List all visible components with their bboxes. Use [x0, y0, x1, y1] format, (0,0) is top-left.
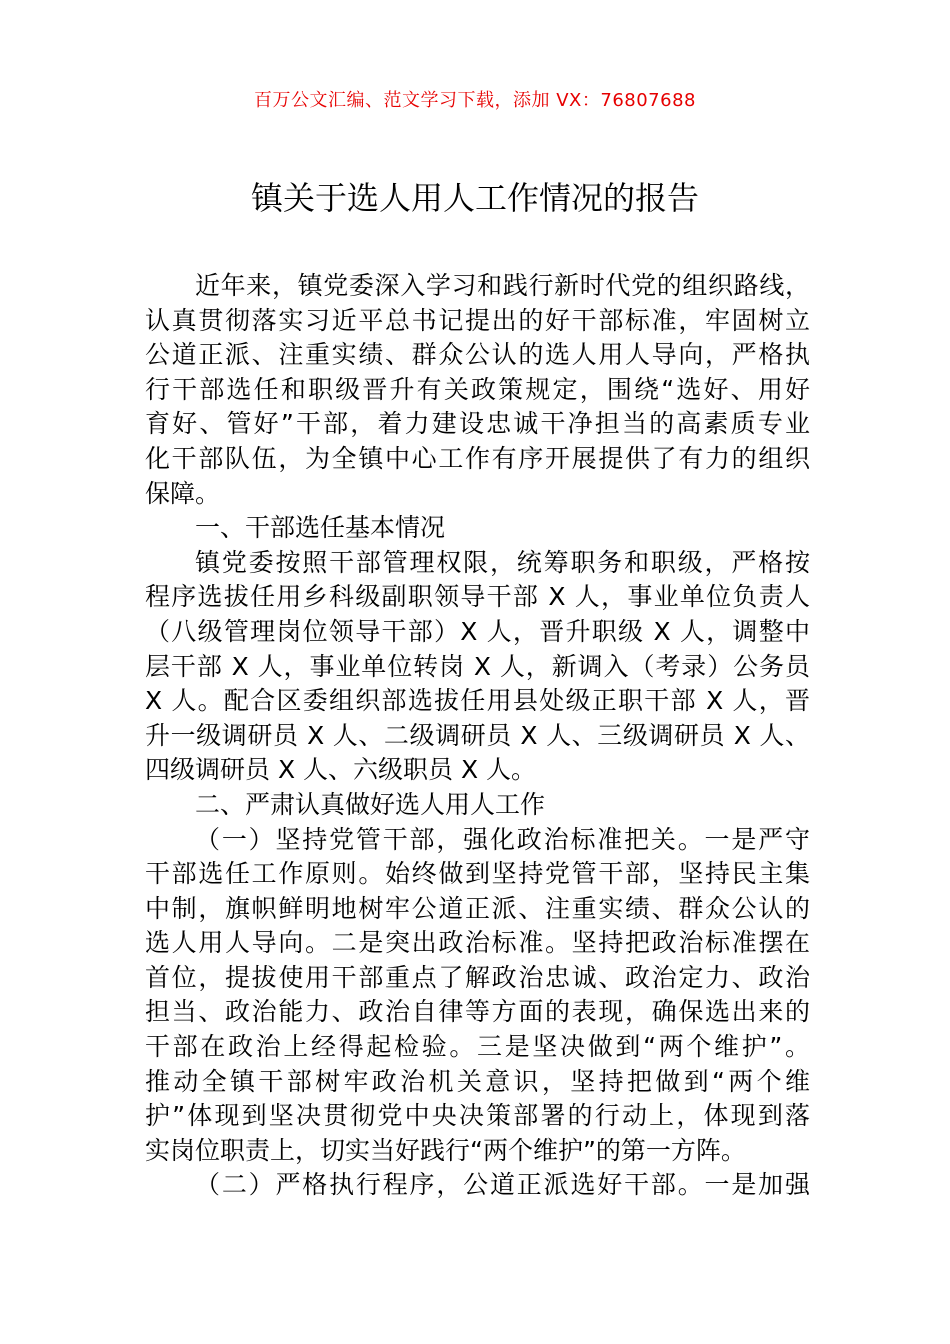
body-line: （二）严格执行程序，公道正派选好干部。一是加强 [195, 1170, 810, 1200]
body-line: 干部在政治上经得起检验。三是坚决做到“两个维护”。 [145, 1032, 810, 1062]
header-note: 百万公文汇编、范文学习下载，添加 VX：76807688 [254, 90, 696, 111]
body-line: 中制，旗帜鲜明地树牢公道正派、注重实绩、群众公认的 [145, 893, 810, 923]
body-line: X 人。配合区委组织部选拔任用县处级正职干部 X 人，晋 [145, 686, 810, 716]
section-heading: 二、严肃认真做好选人用人工作 [195, 789, 546, 819]
document-title: 镇关于选人用人工作情况的报告 [250, 179, 699, 217]
body-line: 推动全镇干部树牢政治机关意识，坚持把做到“两个维 [145, 1066, 810, 1096]
body-line: 化干部队伍，为全镇中心工作有序开展提供了有力的组织 [145, 443, 810, 473]
body-line: 程序选拔任用乡科级副职领导干部 X 人，事业单位负责人 [145, 582, 810, 612]
body-line: 育好、管好”干部，着力建设忠诚干净担当的高素质专业 [145, 409, 810, 439]
body-line: 四级调研员 X 人、六级职员 X 人。 [145, 755, 537, 785]
body-line: 公道正派、注重实绩、群众公认的选人用人导向，严格执 [145, 340, 810, 370]
section-heading: 一、干部选任基本情况 [195, 513, 446, 543]
body-line: （一）坚持党管干部，强化政治标准把关。一是严守 [195, 824, 810, 854]
body-line: 镇党委按照干部管理权限，统筹职务和职级，严格按 [195, 547, 810, 577]
body-line: 选人用人导向。二是突出政治标准。坚持把政治标准摆在 [145, 928, 810, 958]
body-line: 近年来，镇党委深入学习和践行新时代党的组织路线， [195, 271, 810, 300]
document-body [145, 269, 810, 1203]
body-line: 认真贯彻落实习近平总书记提出的好干部标准，牢固树立 [145, 305, 810, 335]
body-line: 护”体现到坚决贯彻党中央决策部署的行动上，体现到落 [145, 1101, 810, 1131]
body-line: 首位，提拔使用干部重点了解政治忠诚、政治定力、政治 [145, 962, 810, 992]
body-line: 保障。 [145, 478, 221, 508]
body-line: 担当、政治能力、政治自律等方面的表现，确保选出来的 [145, 997, 810, 1027]
body-line: 升一级调研员 X 人、二级调研员 X 人、三级调研员 X 人、 [145, 720, 810, 750]
body-line: 干部选任工作原则。始终做到坚持党管干部，坚持民主集 [145, 859, 810, 889]
body-line: 层干部 X 人，事业单位转岗 X 人，新调入（考录）公务员 [145, 651, 810, 681]
body-line: 实岗位职责上，切实当好践行“两个维护”的第一方阵。 [145, 1135, 746, 1165]
body-line: （八级管理岗位领导干部）X 人，晋升职级 X 人，调整中 [145, 616, 810, 646]
body-line: 行干部选任和职级晋升有关政策规定，围绕“选好、用好 [145, 374, 810, 404]
